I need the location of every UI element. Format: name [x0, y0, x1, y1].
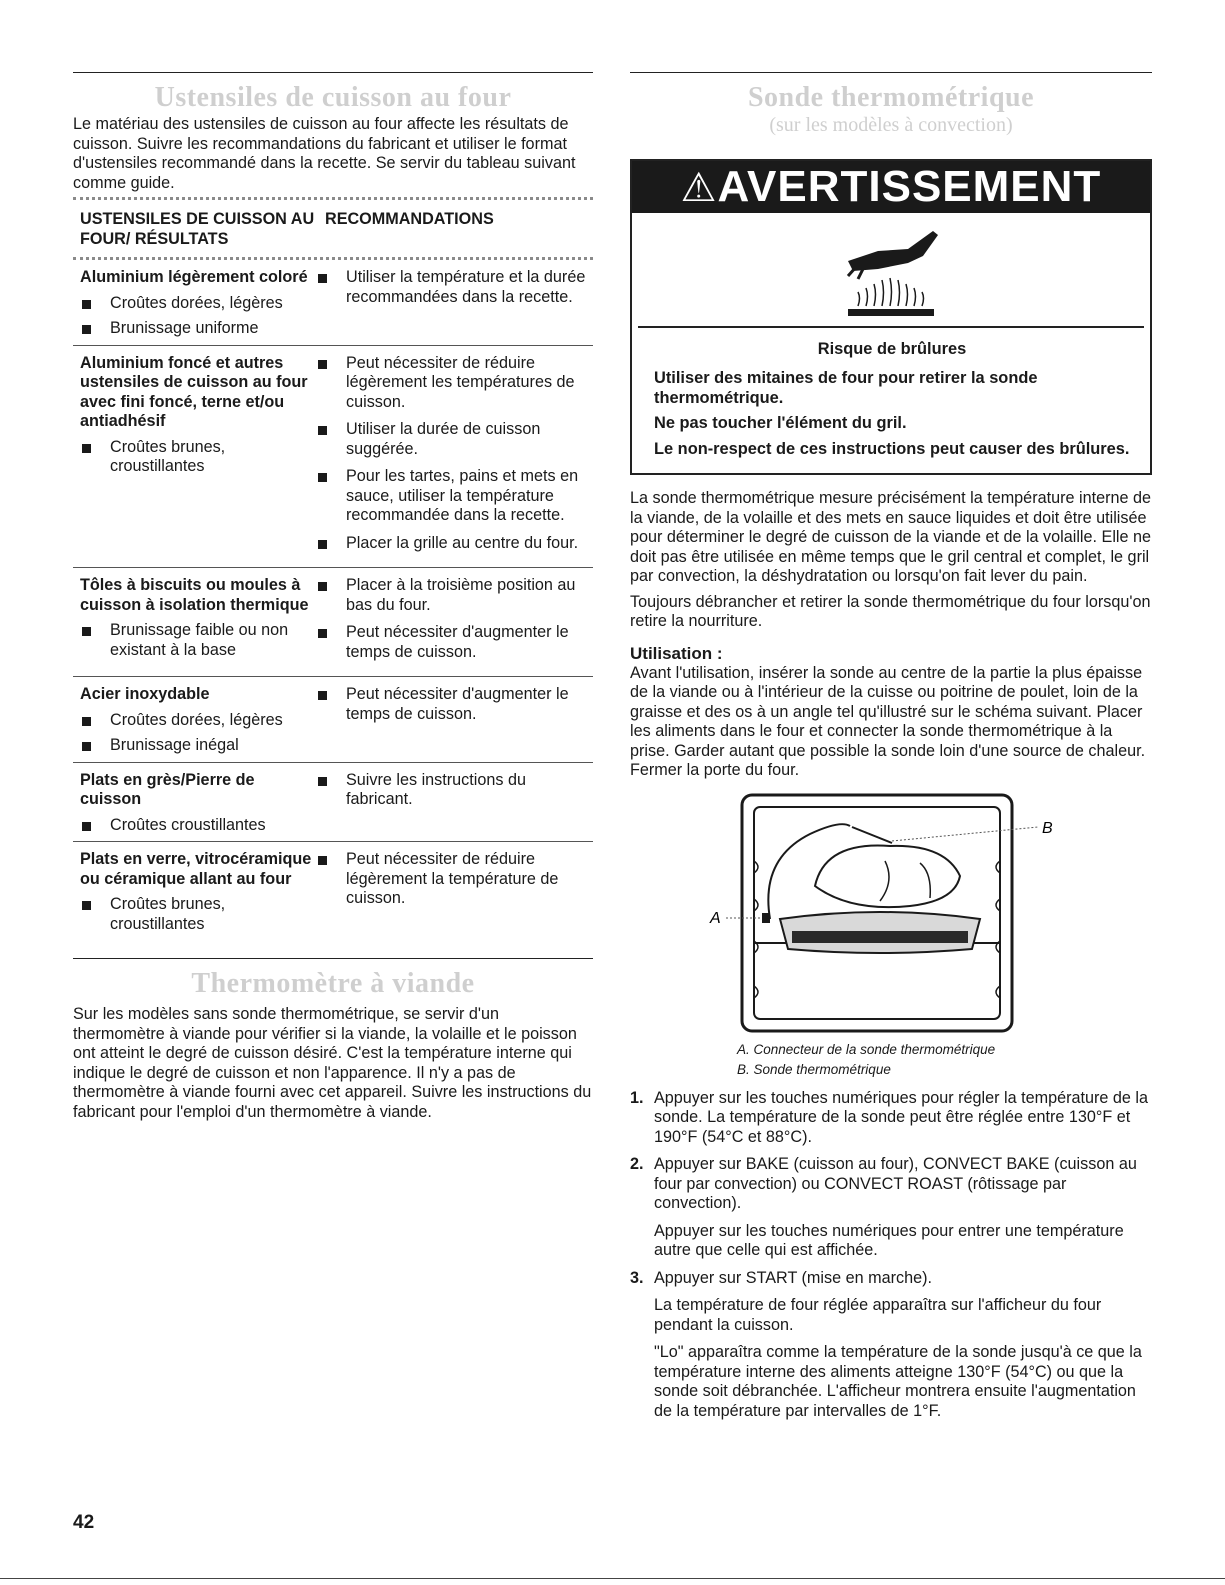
step-text: Appuyer sur BAKE (cuisson au four), CONVECT BAKE (cuisson au four par convection) ou CONVECT ROAST (rôtissage par convection).: [654, 1155, 1137, 1212]
warning-line: Utiliser des mitaines de four pour retirer la sonde thermométrique.: [654, 369, 1038, 407]
bullet-square-icon: [318, 540, 327, 549]
step-number: 2.: [630, 1155, 644, 1173]
step-text: Appuyer sur START (mise en marche).: [654, 1268, 932, 1287]
result-text: Croûtes dorées, légères: [110, 710, 283, 729]
recommendation-item: [318, 534, 593, 554]
diagram-caption: B. Sonde thermométrique: [737, 1061, 891, 1077]
recommendation-item: [318, 354, 593, 413]
bullet-square-icon: [318, 629, 327, 638]
bullet-square-icon: [82, 627, 91, 636]
bullet-square-icon: [318, 473, 327, 482]
section-subtitle-probe: (sur les modèles à convection): [769, 114, 1013, 136]
bullet-square-icon: [318, 426, 327, 435]
cookware-table: [73, 197, 593, 940]
cookware-cell: [73, 576, 318, 670]
bullet-square-icon: [82, 742, 91, 751]
warning-title: AVERTISSEMENT: [717, 162, 1102, 211]
result-text: Croûtes brunes, croustillantes: [110, 895, 226, 933]
step-note: "Lo" apparaîtra comme la température de la sonde jusqu'à ce que la température interne des aliments atteigne 130°F (54°C) ou que la sonde soit débranchée. L'afficheur montrera ensuite l'augmentation de la température par intervalles de 1°F.: [654, 1343, 1142, 1420]
recommendation-text: Placer la grille au centre du four.: [346, 533, 579, 552]
oven-probe-illustration: [630, 791, 1152, 1039]
result-text: Croûtes brunes, croustillantes: [110, 437, 226, 475]
result-text: Brunissage inégal: [110, 736, 239, 754]
recommendation-item: [318, 420, 593, 459]
bullet-square-icon: [318, 777, 327, 786]
recommendation-cell: [318, 850, 593, 934]
recommendation-text: Suivre les instructions du fabricant.: [346, 770, 526, 808]
recommendation-cell: [318, 771, 593, 836]
bullet-square-icon: [318, 274, 327, 283]
result-item: [80, 294, 318, 314]
recommendation-text: Peut nécessiter de réduire légèrement les températures de cuisson.: [346, 353, 575, 411]
diagram-label-b: B: [1042, 819, 1053, 837]
warning-icon-area: [638, 213, 1144, 328]
left-column: [73, 72, 593, 1122]
recommendation-item: [318, 850, 593, 909]
warning-triangle-icon: ⚠: [680, 166, 718, 210]
step-item: [630, 1089, 1152, 1148]
result-item: [80, 621, 318, 660]
result-item: [80, 711, 318, 731]
cookware-cell: [73, 771, 318, 836]
diagram-label-a: A: [710, 909, 721, 927]
cookware-cell: [73, 850, 318, 934]
table-row: [73, 568, 593, 677]
right-column: [630, 72, 1152, 1421]
recommendation-item: [318, 685, 593, 724]
recommendation-item: [318, 771, 593, 810]
recommendation-text: Utiliser la température et la durée recommandées dans la recette.: [346, 268, 586, 306]
table-body: [73, 260, 593, 940]
step-text: Appuyer sur les touches numériques pour régler la température de la sonde. La température de la sonde peut être réglée entre 130°F et 190°F (54°C et 88°C).: [654, 1088, 1148, 1146]
bullet-square-icon: [82, 325, 91, 334]
section-title-cookware: Ustensiles de cuisson au four: [154, 82, 512, 113]
cookware-type: Aluminium légèrement coloré: [80, 268, 308, 286]
result-item: [80, 816, 318, 836]
result-text: Croûtes dorées, légères: [110, 293, 283, 312]
bullet-square-icon: [82, 901, 91, 910]
probe-description: La sonde thermométrique mesure précisément la température interne de la viande, de la volaille et des mets en sauce liquides et doit être utilisée pour déterminer le degré de cuisson de la viande et de la volaille. Elle ne doit pas être utilisée en même temps que le gril central et complet, le gril par convection, la déshydratation ou lorsqu'on fait lever du pain.: [630, 489, 1152, 585]
recommendation-cell: [318, 576, 593, 670]
table-header: [73, 197, 593, 260]
recommendation-text: Placer à la troisième position au bas du four.: [346, 576, 576, 614]
section-title-probe: Sonde thermométrique: [747, 82, 1035, 113]
step-content: [654, 1089, 1152, 1148]
table-row: [73, 677, 593, 763]
warning-box: [630, 159, 1152, 475]
diagram-caption: A. Connecteur de la sonde thermométrique: [737, 1041, 996, 1057]
bullet-square-icon: [82, 822, 91, 831]
section-rule: [73, 72, 593, 73]
recommendation-text: Peut nécessiter d'augmenter le temps de cuisson.: [346, 623, 569, 661]
burn-hazard-icon: [838, 221, 958, 321]
step-note: La température de four réglée apparaîtra sur l'afficheur du four pendant la cuisson.: [654, 1296, 1102, 1334]
cookware-type: Tôles à biscuits ou moules à cuisson à isolation thermique: [80, 576, 309, 614]
section-rule: [630, 72, 1152, 73]
step-item: [630, 1269, 1152, 1422]
result-item: [80, 438, 318, 477]
cookware-type: Plats en grès/Pierre de cuisson: [80, 770, 255, 808]
usage-heading: Utilisation :: [630, 643, 723, 663]
step-item: [630, 1155, 1152, 1261]
recommendation-text: Utiliser la durée de cuisson suggérée.: [346, 420, 541, 458]
meat-thermometer-text: Sur les modèles sans sonde thermométrique, se servir d'un thermomètre à viande pour vérifier si la viande, la volaille et le poisson ont atteint le degré de cuisson désiré. C'est la température interne qui indique le degré de cuisson et non l'apparence. Il n'y a pas de thermomètre à viande fourni avec cet appareil. Suivre les instructions du fabricant pour l'emploi d'un thermomètre à viande.: [73, 1005, 592, 1121]
step-content: [654, 1269, 1152, 1422]
recommendation-cell: [318, 354, 593, 562]
result-item: [80, 319, 318, 339]
recommendation-text: Peut nécessiter d'augmenter le temps de cuisson.: [346, 685, 569, 723]
table-row: [73, 260, 593, 346]
warning-line: Le non-respect de ces instructions peut causer des brûlures.: [654, 439, 1130, 458]
table-row: [73, 763, 593, 843]
result-text: Brunissage faible ou non existant à la base: [110, 621, 289, 659]
bullet-square-icon: [82, 444, 91, 453]
bullet-square-icon: [318, 856, 327, 865]
bullet-square-icon: [318, 582, 327, 591]
table-header-recommendations: RECOMMANDATIONS: [325, 210, 494, 228]
recommendation-cell: [318, 685, 593, 756]
section-title-meat-thermometer: Thermomètre à viande: [191, 968, 475, 999]
probe-diagram: [630, 791, 1152, 1039]
recommendation-item: [318, 576, 593, 615]
result-item: [80, 895, 318, 934]
bullet-square-icon: [82, 300, 91, 309]
recommendation-text: Peut nécessiter de réduire légèrement la température de cuisson.: [346, 850, 559, 907]
warning-line: Ne pas toucher l'élément du gril.: [654, 414, 907, 432]
recommendation-item: [318, 623, 593, 662]
cookware-cell: [73, 268, 318, 339]
cookware-intro: Le matériau des ustensiles de cuisson au four affecte les résultats de cuisson. Suivre les recommandations du fabricant et utiliser le format d'ustensiles recommandé dans la recette. Se servir du tableau suivant comme guide.: [73, 115, 576, 192]
step-note: Appuyer sur les touches numériques pour entrer une température autre que celle qui est affichée.: [654, 1221, 1124, 1259]
section-rule: [73, 958, 593, 959]
step-number: 1.: [630, 1088, 644, 1107]
recommendation-item: [318, 467, 593, 526]
result-item: [80, 736, 318, 756]
table-header-cookware: USTENSILES DE CUISSON AU FOUR/ RÉSULTATS: [80, 210, 315, 248]
probe-steps: [630, 1089, 1152, 1422]
result-text: Croûtes croustillantes: [110, 815, 266, 834]
warning-risk: Risque de brûlures: [817, 340, 967, 358]
bullet-square-icon: [318, 691, 327, 700]
table-row: [73, 346, 593, 569]
cookware-type: Plats en verre, vitrocéramique ou céramique allant au four: [80, 850, 312, 888]
recommendation-cell: [318, 268, 593, 339]
recommendation-item: [318, 268, 593, 307]
warning-header: [632, 161, 1150, 213]
result-text: Brunissage uniforme: [110, 319, 259, 337]
cookware-type: Aluminium foncé et autres ustensiles de cuisson au four avec fini foncé, terne et/ou antiadhésif: [80, 353, 308, 430]
step-number: 3.: [630, 1268, 644, 1287]
cookware-cell: [73, 354, 318, 562]
recommendation-text: Pour les tartes, pains et mets en sauce, utiliser la température recommandée dans la recette.: [346, 467, 579, 524]
step-content: [654, 1155, 1152, 1261]
probe-removal-note: Toujours débrancher et retirer la sonde thermométrique du four lorsqu'on retire la nourriture.: [630, 592, 1151, 630]
usage-text: Avant l'utilisation, insérer la sonde au centre de la partie la plus épaisse de la viande ou à l'intérieur de la cuisse ou poitrine de poulet, loin de la graisse et des os à un angle tel qu'illustré sur le schéma suivant. Placer les aliments dans le four et connecter la sonde thermométrique à la prise. Garder autant que possible la sonde loin d'une source de chaleur. Fermer la porte du four.: [630, 663, 1146, 779]
page-number: 42: [73, 1512, 95, 1533]
page-bottom-rule: [0, 1578, 1225, 1579]
cookware-type: Acier inoxydable: [80, 685, 210, 703]
bullet-square-icon: [82, 717, 91, 726]
warning-body: [632, 328, 1150, 473]
table-row: [73, 842, 593, 940]
cookware-cell: [73, 685, 318, 756]
bullet-square-icon: [318, 360, 327, 369]
